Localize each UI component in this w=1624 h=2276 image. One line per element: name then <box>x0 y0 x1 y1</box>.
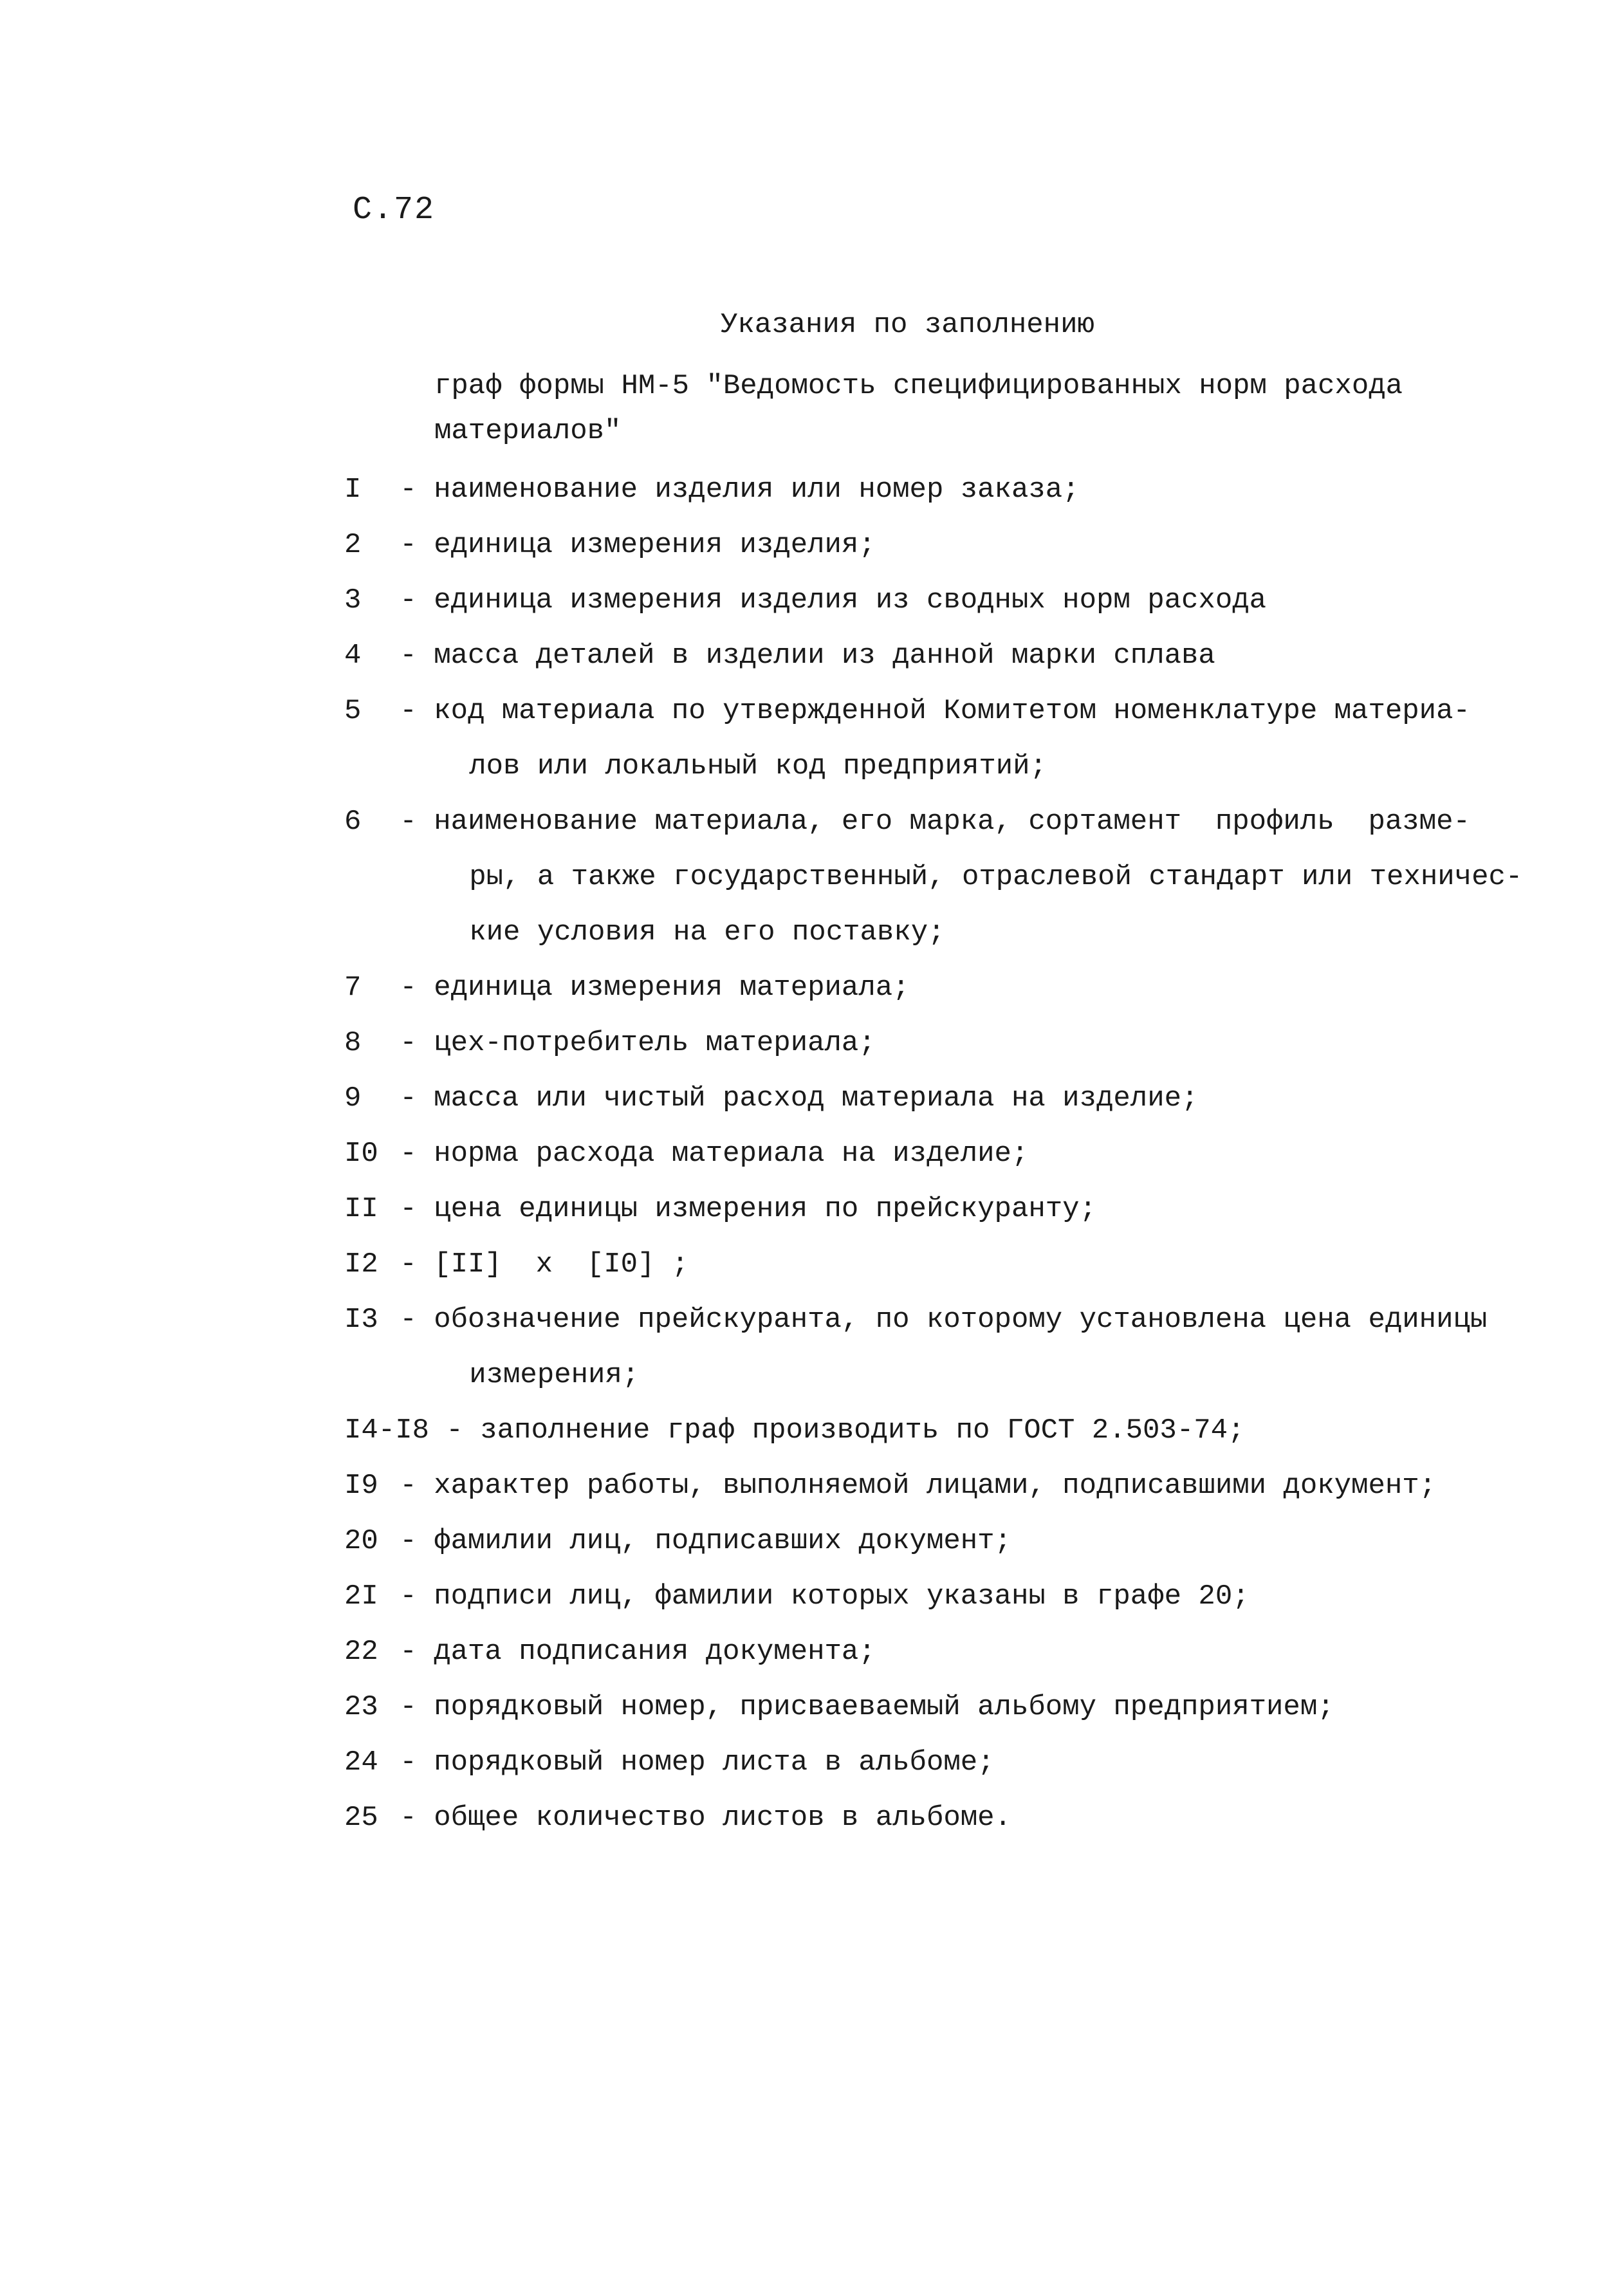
item-number: I <box>344 474 362 506</box>
item-text-line: порядковый номер листа в альбоме; <box>434 1746 995 1779</box>
item-dash: - <box>383 1525 434 1557</box>
list-item <box>344 794 1567 960</box>
item-text <box>434 1790 1567 1846</box>
item-text <box>434 1624 1567 1679</box>
item-text-line: кие условия на его поставку; <box>469 916 945 948</box>
item-text-line: цена единицы измерения по прейскуранту; <box>434 1193 1096 1225</box>
item-text <box>434 1735 1567 1790</box>
list-item <box>344 1735 1567 1790</box>
item-dash: - <box>383 1470 434 1502</box>
item-dash: - <box>383 1248 434 1281</box>
item-text <box>434 794 1567 960</box>
list-item <box>344 1126 1567 1181</box>
item-number: I2 <box>344 1248 378 1281</box>
item-number: II <box>344 1193 378 1225</box>
list-item <box>344 517 1567 573</box>
list-item <box>344 1513 1567 1569</box>
item-dash: - <box>383 529 434 561</box>
list-item <box>344 1071 1567 1126</box>
item-number: 2I <box>344 1580 378 1613</box>
item-dash: - <box>383 806 434 838</box>
item-text-line: цех-потребитель материала; <box>434 1027 876 1059</box>
item-number: 6 <box>344 806 362 838</box>
item-number: I0 <box>344 1138 378 1170</box>
item-text-line: масса или чистый расход материала на изделие; <box>434 1082 1199 1115</box>
item-number: 3 <box>344 584 362 616</box>
list-item <box>344 1624 1567 1679</box>
item-text <box>434 1513 1567 1569</box>
item-dash: - <box>383 1691 434 1723</box>
item-dash: - <box>383 1304 434 1336</box>
item-text <box>480 1403 1567 1458</box>
list-item <box>344 960 1567 1015</box>
item-text-line: ры, а также государственный, отраслевой стандарт или техничес- <box>469 861 1523 893</box>
item-text-line: единица измерения материала; <box>434 972 910 1004</box>
item-text <box>434 573 1567 628</box>
list-item <box>344 1790 1567 1846</box>
item-text-line: измерения; <box>469 1359 640 1391</box>
item-number: 24 <box>344 1746 378 1779</box>
item-text <box>434 683 1567 794</box>
item-dash: - <box>383 1746 434 1779</box>
item-text <box>434 1679 1567 1735</box>
item-text-line: единица измерения изделия; <box>434 529 876 561</box>
item-text-line: [II] x [I0] ; <box>434 1248 689 1281</box>
item-number: I3 <box>344 1304 378 1336</box>
item-number: 25 <box>344 1802 378 1834</box>
item-dash: - <box>383 1636 434 1668</box>
list-item <box>344 1292 1567 1403</box>
list-item <box>344 1458 1567 1513</box>
section-heading: Указания по заполнению <box>721 309 1094 341</box>
item-dash: - <box>383 1802 434 1834</box>
item-text <box>434 1292 1567 1403</box>
item-text-line: дата подписания документа; <box>434 1636 876 1668</box>
item-dash: - <box>383 1138 434 1170</box>
item-dash: - <box>383 474 434 506</box>
item-dash: - <box>383 695 434 727</box>
item-number: 4 <box>344 640 362 672</box>
list-item <box>344 1679 1567 1735</box>
item-text-line: фамилии лиц, подписавших документ; <box>434 1525 1011 1557</box>
item-text-line: порядковый номер, присваеваемый альбому предприятием; <box>434 1691 1334 1723</box>
item-text <box>434 1126 1567 1181</box>
item-dash: - <box>383 1580 434 1613</box>
list-item <box>344 1237 1567 1292</box>
item-number: 20 <box>344 1525 378 1557</box>
item-text-line: код материала по утвержденной Комитетом номенклатуре материа- <box>434 695 1470 727</box>
item-text-line: наименование материала, его марка, сортамент профиль разме- <box>434 806 1470 838</box>
item-number: 9 <box>344 1082 362 1115</box>
list-item <box>344 1569 1567 1624</box>
item-number: I4-I8 <box>344 1414 430 1447</box>
item-number: I9 <box>344 1470 378 1502</box>
item-dash: - <box>383 1027 434 1059</box>
item-text <box>434 1458 1567 1513</box>
item-number: 23 <box>344 1691 378 1723</box>
item-text-line: характер работы, выполняемой лицами, подписавшими документ; <box>434 1470 1437 1502</box>
item-number: 5 <box>344 695 362 727</box>
item-text-line: лов или локальный код предприятий; <box>469 750 1047 782</box>
item-text-line: масса деталей в изделии из данной марки сплава <box>434 640 1215 672</box>
instruction-list <box>344 462 1567 1846</box>
item-text-line: обозначение прейскуранта, по которому установлена цена единицы <box>434 1304 1488 1336</box>
section-subheading: граф формы НМ-5 "Ведомость специфицированных норм расхода материалов" <box>434 370 1403 447</box>
list-item <box>344 462 1567 517</box>
list-item <box>344 1015 1567 1071</box>
list-item <box>344 1403 1567 1458</box>
item-number: 8 <box>344 1027 362 1059</box>
list-item <box>344 628 1567 683</box>
item-text-line: наименование изделия или номер заказа; <box>434 474 1080 506</box>
item-text <box>434 1237 1567 1292</box>
item-dash: - <box>383 640 434 672</box>
item-dash: - <box>383 972 434 1004</box>
item-text-line: единица измерения изделия из сводных норм расхода <box>434 584 1267 616</box>
item-text <box>434 462 1567 517</box>
list-item <box>344 683 1567 794</box>
item-text <box>434 517 1567 573</box>
item-dash: - <box>429 1414 481 1447</box>
item-dash: - <box>383 1193 434 1225</box>
item-text <box>434 1181 1567 1237</box>
item-text-line: заполнение граф производить по ГОСТ 2.503-74; <box>480 1414 1245 1447</box>
item-text-line: общее количество листов в альбоме. <box>434 1802 1011 1834</box>
item-text <box>434 1071 1567 1126</box>
list-item <box>344 1181 1567 1237</box>
item-text <box>434 1569 1567 1624</box>
page-number: С.72 <box>353 192 436 228</box>
item-number: 22 <box>344 1636 378 1668</box>
item-text <box>434 960 1567 1015</box>
list-item <box>344 573 1567 628</box>
item-dash: - <box>383 1082 434 1115</box>
item-text-line: подписи лиц, фамилии которых указаны в графе 20; <box>434 1580 1250 1613</box>
item-dash: - <box>383 584 434 616</box>
item-text-line: норма расхода материала на изделие; <box>434 1138 1029 1170</box>
item-text <box>434 1015 1567 1071</box>
item-number: 7 <box>344 972 362 1004</box>
item-text <box>434 628 1567 683</box>
item-number: 2 <box>344 529 362 561</box>
